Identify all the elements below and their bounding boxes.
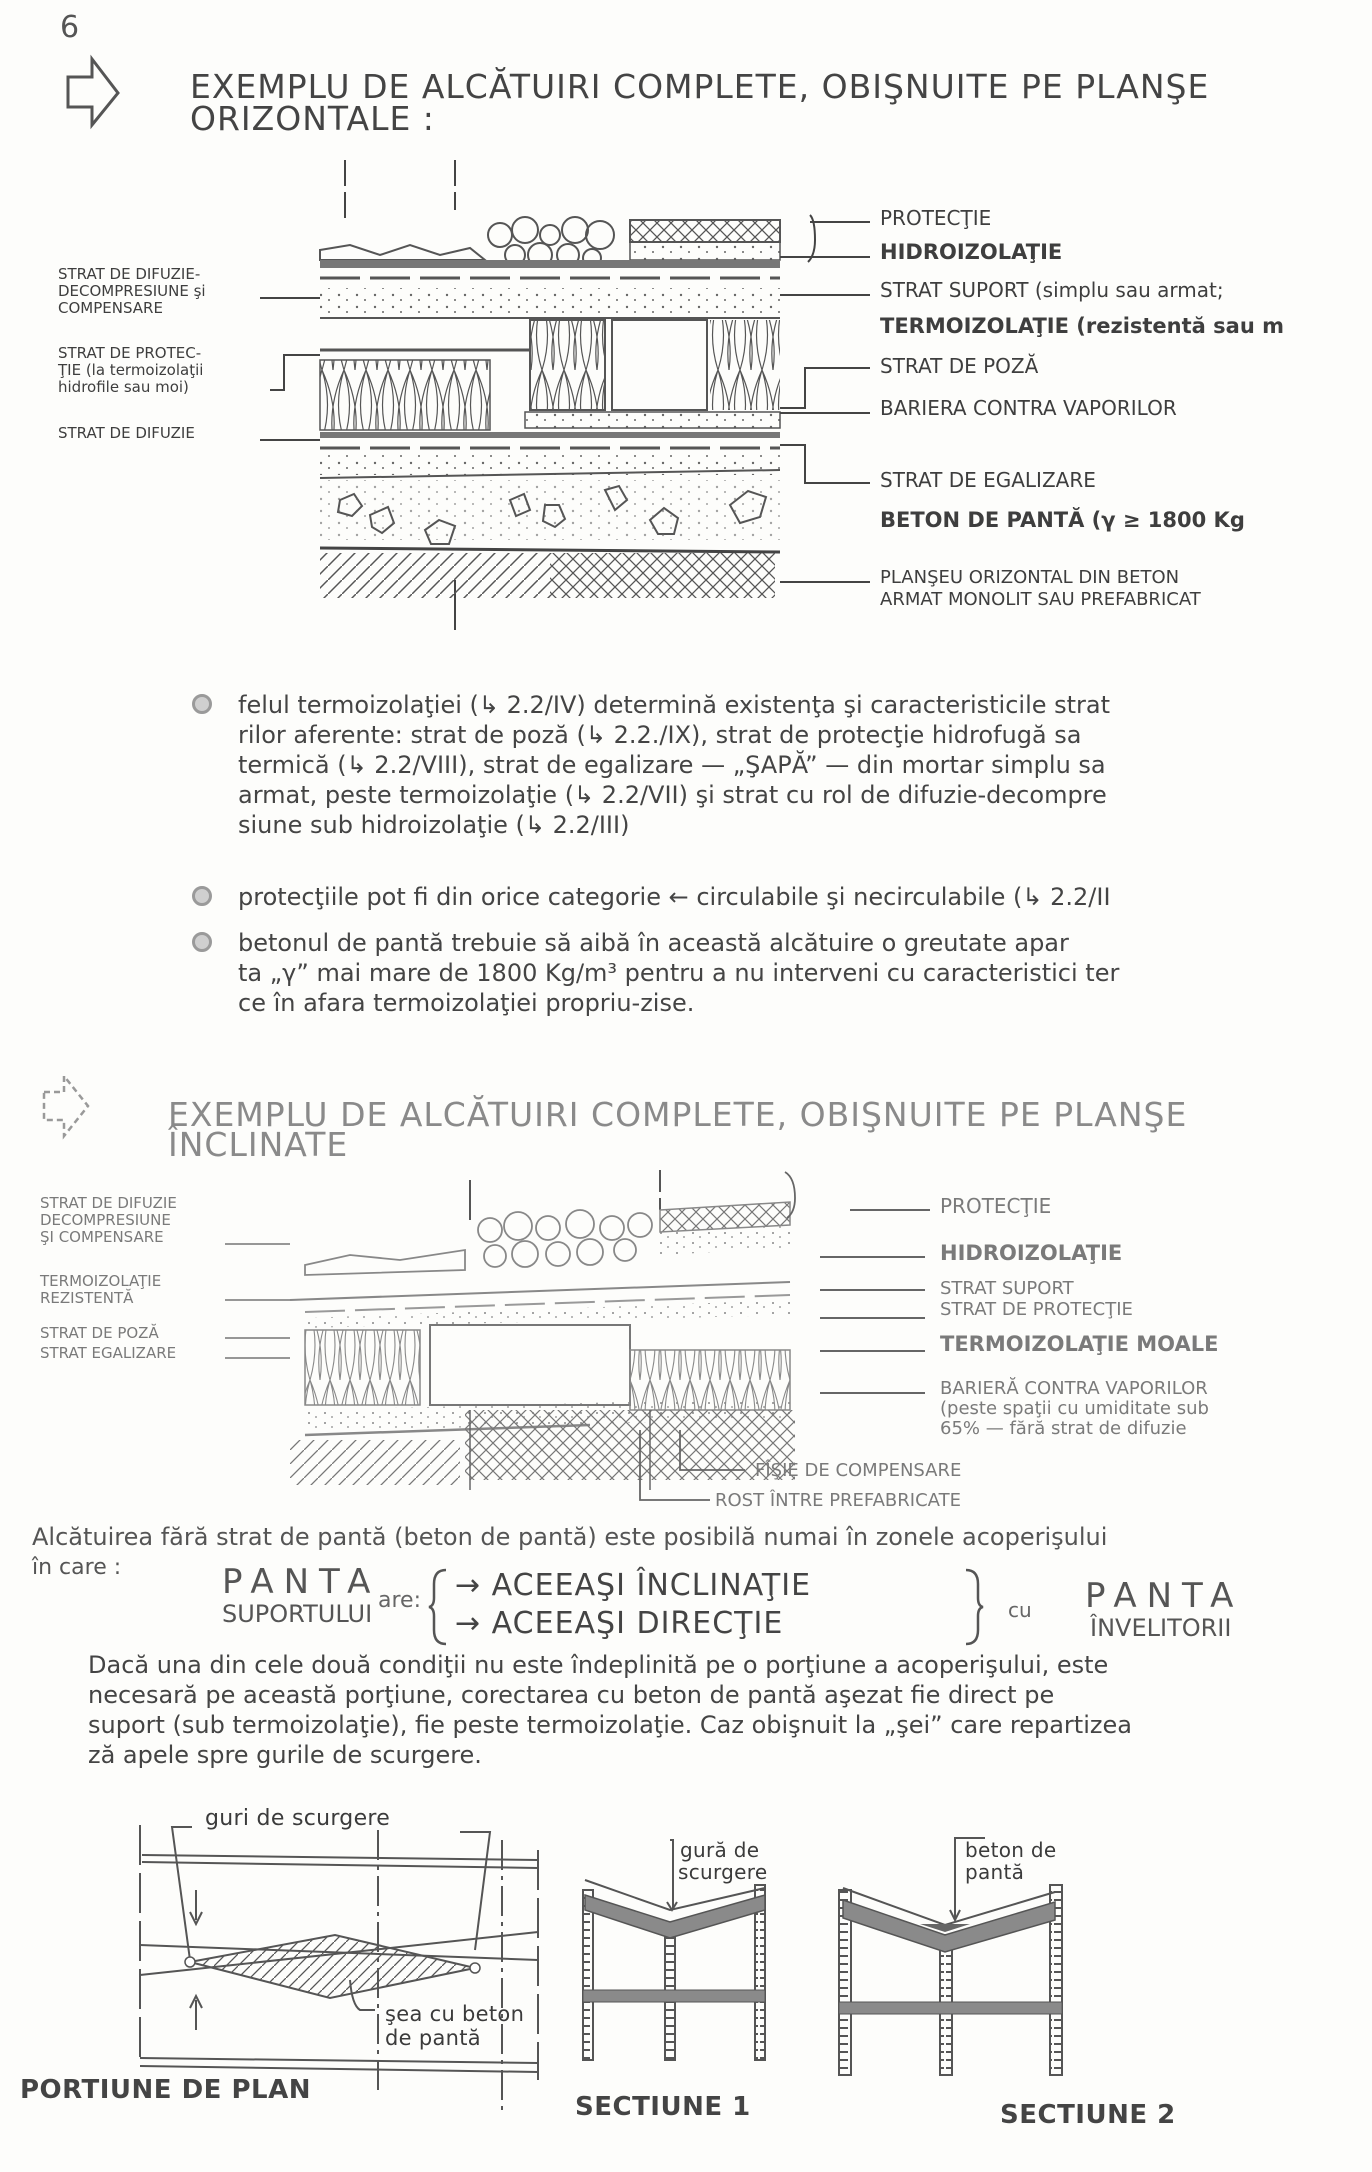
- formula-condition-2: → ACEEAŞI DIRECŢIE: [455, 1606, 784, 1641]
- bullet-1-text: [238, 690, 1110, 840]
- label-strat-difuzie: STRAT DE DIFUZIE: [58, 424, 195, 442]
- label-strat-protectie: STRAT DE PROTECŢIE: [940, 1299, 1133, 1320]
- formula-left-top: PANTA: [222, 1562, 381, 1602]
- para-daca-line: ză apele spre gurile de scurgere.: [88, 1741, 482, 1769]
- para-alcatuire-line2: în care :: [32, 1555, 122, 1580]
- label-termoizolatie-moale: TERMOIZOLAŢIE MOALE: [940, 1332, 1219, 1356]
- bullet-2-line: protecţiile pot fi din orice categorie ← circulabile şi necirculabile (↳ 2.2/II: [238, 883, 1111, 911]
- bullet-3-line: betonul de pantă trebuie să aibă în această alcătuire o greutate apar: [238, 929, 1069, 957]
- bullet-2-text: [238, 882, 1111, 912]
- label-difuzie-1: STRAT DE DIFUZIE-: [58, 265, 201, 283]
- label-bariera-vapori: BARIERA CONTRA VAPORILOR: [880, 396, 1177, 420]
- label-strat-suport: STRAT SUPORT: [940, 1278, 1074, 1299]
- formula-left-bottom: SUPORTULUI: [222, 1600, 373, 1628]
- para-daca-line: Dacă una din cele două condiţii nu este îndeplinită pe o porţiune a acoperişului, este: [88, 1651, 1109, 1679]
- bullet-1-line: rilor aferente: strat de poză (↳ 2.2./IX), strat de protecţie hidrofugă sa: [238, 721, 1082, 749]
- section2-title-line1: EXEMPLU DE ALCĂTUIRI COMPLETE, OBIŞNUITE PE PLANŞE: [168, 1095, 1188, 1134]
- section1-title-line2: ORIZONTALE :: [190, 99, 435, 138]
- bullet-3-line: ta „γ” mai mare de 1800 Kg/m³ pentru a nu interveni cu caracteristici ter: [238, 959, 1120, 987]
- label-beton-panta: BETON DE PANTĂ (γ ≥ 1800 Kg: [880, 508, 1245, 532]
- label-difuzie-2: DECOMPRESIUNE: [40, 1211, 171, 1229]
- section-1-figure: [555, 1870, 795, 2070]
- left-brace: [428, 1568, 450, 1646]
- section2-caption: SECTIUNE 2: [1000, 2100, 1176, 2130]
- label-difuzie-1: STRAT DE DIFUZIE: [40, 1194, 177, 1212]
- plan-label-sea-2: de pantă: [385, 2026, 481, 2050]
- leaders-left-2: [225, 1200, 295, 1370]
- section1-label-2: scurgere: [678, 1860, 768, 1884]
- formula-joiner: cu: [1008, 1598, 1032, 1622]
- label-difuzie-3: COMPENSARE: [58, 299, 163, 317]
- bullet-1-line: termică (↳ 2.2/VIII), strat de egalizare — „ŞAPĂ” — din mortar simplu sa: [238, 751, 1106, 779]
- bullet-3-line: ce în afara termoizolaţiei propriu-zise.: [238, 989, 695, 1017]
- label-hidroizolatie: HIDROIZOLAŢIE: [880, 240, 1063, 264]
- label-termo-1: TERMOIZOLAŢIE: [40, 1272, 162, 1290]
- para-daca-line: suport (sub termoizolaţie), fie peste termoizolaţie. Caz obişnuit la „şei” care repartizea: [88, 1711, 1132, 1739]
- label-rost-prefabricate: ROST ÎNTRE PREFABRICATE: [715, 1490, 961, 1511]
- label-protectie-1: STRAT DE PROTEC-: [58, 344, 202, 362]
- plan-label-guri: guri de scurgere: [205, 1806, 391, 1831]
- label-planseu-line1: PLANŞEU ORIZONTAL DIN BETON: [880, 567, 1180, 588]
- label-hidroizolatie: HIDROIZOLAŢIE: [940, 1241, 1123, 1265]
- bullet-icon: [192, 886, 212, 906]
- section1-title-line1: EXEMPLU DE ALCĂTUIRI COMPLETE, OBIŞNUITE PE PLANŞE: [190, 67, 1210, 106]
- label-protectie: PROTECŢIE: [940, 1194, 1052, 1218]
- leaders-left-1: [260, 280, 320, 450]
- formula-verb: are:: [378, 1588, 421, 1613]
- label-difuzie-3: ŞI COMPENSARE: [40, 1228, 164, 1246]
- label-strat-suport: STRAT SUPORT (simplu sau armat;: [880, 278, 1224, 302]
- label-strat-de-poza: STRAT DE POZĂ: [880, 354, 1039, 378]
- label-egalizare: STRAT EGALIZARE: [40, 1344, 177, 1362]
- bullet-1-line: siune sub hidroizolaţie (↳ 2.2/III): [238, 811, 630, 839]
- bullet-1-line: felul termoizolaţiei (↳ 2.2/IV) determină existenţa şi caracteristicile strat: [238, 691, 1111, 719]
- formula-right-bottom: ÎNVELITORII: [1090, 1614, 1232, 1642]
- plan-label-sea-1: şea cu beton: [385, 2002, 525, 2026]
- horizontal-roof-section-diagram: [300, 160, 820, 630]
- label-protectie-2: ŢIE (la termoizolaţii: [58, 361, 204, 379]
- plan-caption: PORTIUNE DE PLAN: [20, 2075, 312, 2105]
- bullet-1-line: armat, peste termoizolaţie (↳ 2.2/VII) şi strat cu rol de difuzie-decompre: [238, 781, 1107, 809]
- leaders-right-2: [820, 1195, 940, 1445]
- leaders-right-1: [780, 200, 880, 640]
- label-bariera: BARIERĂ CONTRA VAPORILOR: [940, 1378, 1208, 1399]
- section2-label-1: beton de: [965, 1838, 1057, 1862]
- section1-caption: SECTIUNE 1: [575, 2092, 751, 2122]
- label-protectie-3: hidrofile sau moi): [58, 378, 189, 396]
- inclined-roof-section-diagram: [290, 1170, 840, 1490]
- section1-label-1: gură de: [680, 1838, 760, 1862]
- arrow-right-outline-icon: [66, 55, 126, 130]
- formula-right-top: PANTA: [1085, 1576, 1244, 1616]
- label-strat-egalizare: STRAT DE EGALIZARE: [880, 468, 1096, 492]
- label-bariera-note-1: (peste spaţii cu umiditate sub: [940, 1398, 1209, 1419]
- section-2-figure: [825, 1880, 1085, 2080]
- para-daca-line: necesară pe această porţiune, corectarea cu beton de pantă aşezat fie direct pe: [88, 1681, 1055, 1709]
- label-bariera-note-2: 65% — fără strat de difuzie: [940, 1418, 1187, 1439]
- section2-title-line2: ÎNCLINATE: [168, 1125, 349, 1164]
- label-planseu-line2: ARMAT MONOLIT SAU PREFABRICAT: [880, 589, 1201, 610]
- para-alcatuire-line1: Alcătuirea fără strat de pantă (beton de pantă) este posibilă numai în zonele acoperişului: [32, 1523, 1108, 1551]
- page-number: 6: [60, 10, 80, 45]
- bullet-icon: [192, 694, 212, 714]
- label-termoizolatie: TERMOIZOLAŢIE (rezistentă sau m: [880, 314, 1284, 338]
- section2-label-2: pantă: [965, 1860, 1025, 1884]
- bullet-3-text: [238, 928, 1119, 1018]
- para-daca: [88, 1650, 1132, 1770]
- label-termo-2: REZISTENTĂ: [40, 1289, 134, 1307]
- label-protectie: PROTECŢIE: [880, 206, 992, 230]
- bullet-icon: [192, 932, 212, 952]
- label-fisie-compensare: FÎŞIE DE COMPENSARE: [755, 1460, 962, 1481]
- arrow-right-outline-icon: [42, 1072, 97, 1142]
- label-poza: STRAT DE POZĂ: [40, 1324, 159, 1342]
- formula-condition-1: → ACEEAŞI ÎNCLINAŢIE: [455, 1568, 812, 1603]
- right-brace: [962, 1568, 984, 1646]
- label-difuzie-2: DECOMPRESIUNE şi: [58, 282, 206, 300]
